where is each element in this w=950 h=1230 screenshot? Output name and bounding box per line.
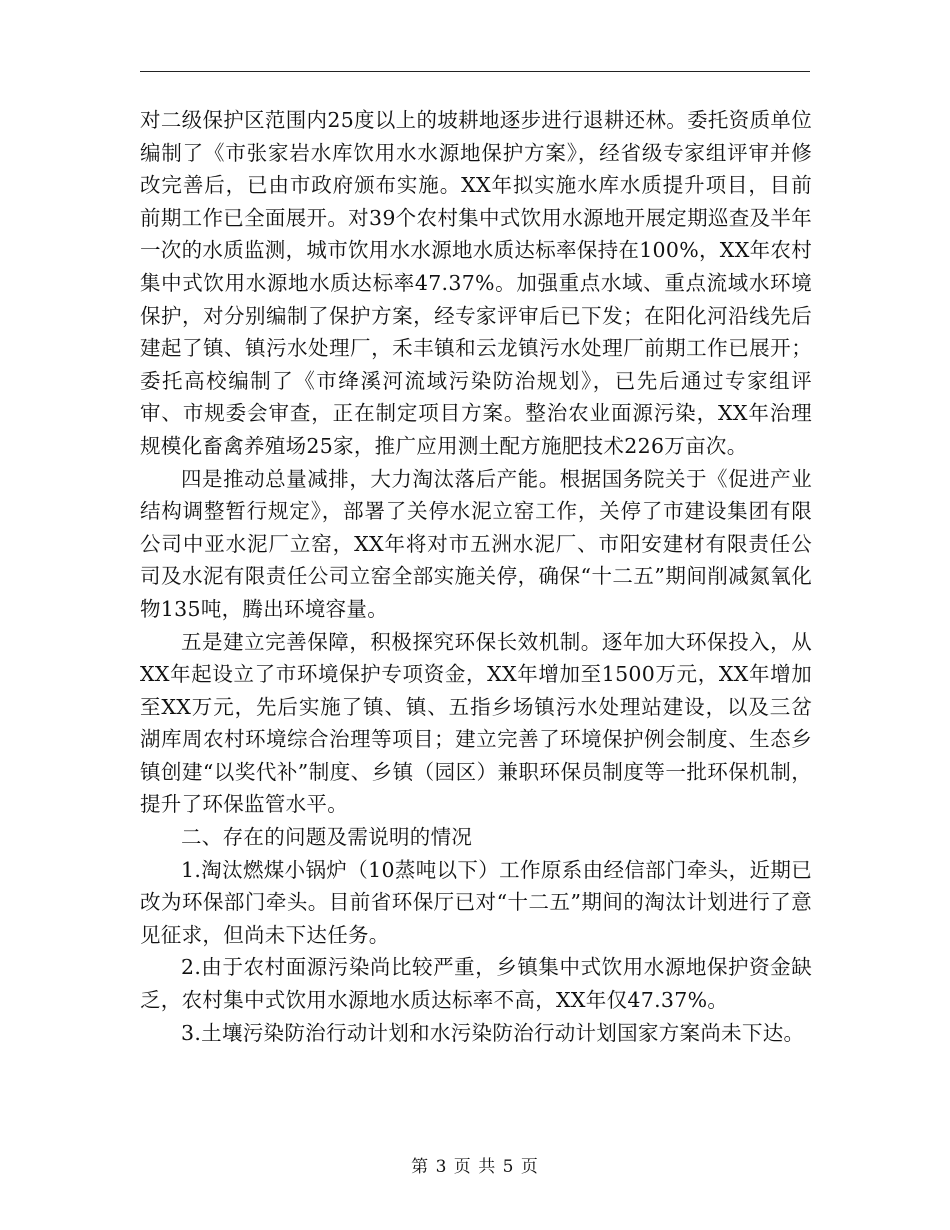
page-footer: 第 3 页 共 5 页 <box>411 1157 539 1177</box>
problem-item-3: 3.土壤污染防治行动计划和水污染防治行动计划国家方案尚未下达。 <box>181 1020 805 1045</box>
header-rule <box>140 71 810 72</box>
section-heading-problems: 二、存在的问题及需说明的情况 <box>181 825 473 850</box>
problem-item-2: 2.由于农村面源污染尚比较严重，乡镇集中式饮用水源地保护资金缺乏，农村集中式饮用水源地水质达标率不高，XX年仅47.37%。 <box>140 955 812 1013</box>
problem-item-1: 1.淘汰燃煤小锅炉（10蒸吨以下）工作原系由经信部门牵头，近期已改为环保部门牵头。目前省环保厅已对“十二五”期间的淘汰计划进行了意见征求，但尚未下达任务。 <box>140 857 812 947</box>
paragraph-continued: 对二级保护区范围内25度以上的坡耕地逐步进行退耕还林。委托资质单位编制了《市张家岩水库饮用水水源地保护方案》，经省级专家组评审并修改完善后，已由市政府颁布实施。XX年拟实施水库水质提升项目，目前前期工作已全面展开。对39个农村集中式饮用水源地开展定期巡查及半年一次的水质监测，城市饮用水水源地水质达标率保持在100%，XX年农村集中式饮用水源地水质达标率47.37%。加强重点水域、重点流域水环境保护，对分别编制了保护方案，经专家评审后已下发；在阳化河沿线先后建起了镇、镇污水处理厂，禾丰镇和云龙镇污水处理厂前期工作已展开；委托高校编制了《市绛溪河流域污染防治规划》，已先后通过专家组评审、市规委会审查，正在制定项目方案。整治农业面源污染，XX年治理规模化畜禽养殖场25家，推广应用测土配方施肥技术226万亩次。 <box>140 108 812 458</box>
paragraph-emission-reduction: 四是推动总量减排，大力淘汰落后产能。根据国务院关于《促进产业结构调整暂行规定》，部署了关停水泥立窑工作，关停了市建设集团有限公司中亚水泥厂立窑，XX年将对市五洲水泥厂、市阳安建材有限责任公司及水泥有限责任公司立窑全部实施关停，确保“十二五”期间削减氮氧化物135吨，腾出环境容量。 <box>140 466 812 621</box>
paragraph-safeguards: 五是建立完善保障，积极探究环保长效机制。逐年加大环保投入，从XX年起设立了市环境保护专项资金，XX年增加至1500万元，XX年增加至XX万元，先后实施了镇、镇、五指乡场镇污水处理站建设，以及三岔湖库周农村环境综合治理等项目；建立完善了环境保护例会制度、生态乡镇创建“以奖代补”制度、乡镇（园区）兼职环保员制度等一批环保机制，提升了环保监管水平。 <box>140 629 812 817</box>
document-body <box>140 104 812 1049</box>
